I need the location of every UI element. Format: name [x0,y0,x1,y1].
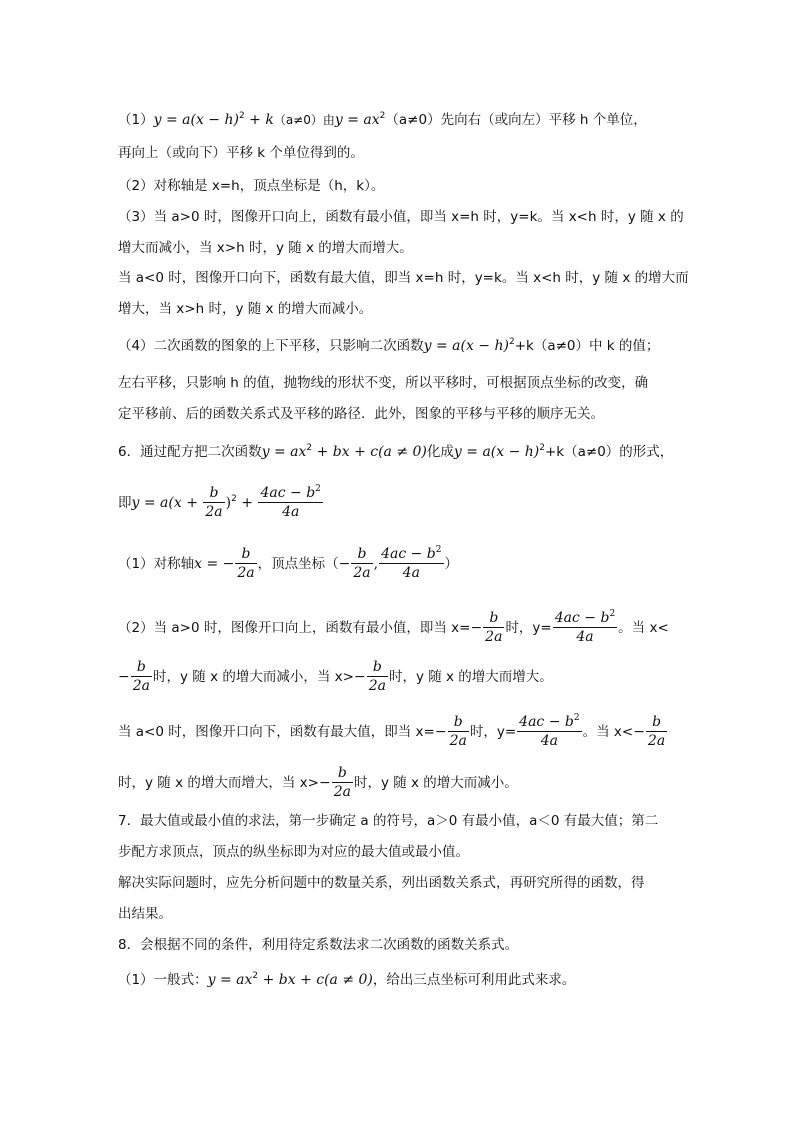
text: （1） [118,112,154,128]
text-line [118,764,678,802]
num-text: 4ac − b [554,610,610,626]
minus: − [338,556,351,572]
item-4-2: （2）对称轴是 x=h，顶点坐标是（h，k）。 [118,178,385,194]
formula-plus-k: + k [244,112,274,128]
formula-vertex-form: y = a(x − h) [153,112,239,128]
exponent: 2 [315,484,321,494]
exponent: 2 [306,443,313,453]
text: 。当 x< [582,724,634,740]
formula-general-rest: + bx + c(a ≠ 0) [258,972,373,988]
denominator: 4a [540,733,559,749]
text-line: 解决实际问题时，应先分析问题中的数量关系，列出函数关系式，再研究所得的函数，得 [118,875,645,891]
text-line: 步配方求顶点，顶点的纵坐标即为对应的最大值或最小值。 [118,844,469,860]
fraction [203,485,224,521]
text: +k（a≠0）中 k 的值； [514,338,660,354]
item-6-2 [118,609,678,647]
text: （a≠0）先向右（或向左）平移 h 个单位， [385,112,647,128]
section-6-heading [118,442,678,462]
denominator: 4a [282,504,300,520]
formula-general-rest: + bx + c(a ≠ 0) [312,444,427,460]
text-line: 左右平移，只影响 h 的值，抛物线的形状不变，所以平移时，可根据顶点坐标的改变，确 [118,375,649,391]
numerator [553,610,617,628]
item-4-1 [118,110,678,130]
numerator: b [448,714,469,732]
text: 6．通过配方把二次函数 [118,444,262,460]
text: 即 [118,495,132,511]
text: 时，y 随 x 的增大而增大。 [388,669,553,685]
text-line: 当 a<0 时，图像开口向下，函数有最大值，即当 x=h 时，y=k。当 x<h 时，y 随 x 的增大而 [118,270,689,286]
section-7: 7．最大值或最小值的求法，第一步确定 a 的符号，a＞0 有最小值，a＜0 有最大值；第二 [118,813,659,829]
numerator: b [203,485,224,503]
exponent: 2 [573,713,580,723]
text-line: 增大，当 x>h 时，y 随 x 的增大而减小。 [118,301,373,317]
comma: , [373,556,379,572]
minus: − [318,775,331,791]
text-line [118,713,678,751]
paren: ) [225,495,232,511]
denominator: 2a [132,678,150,694]
numerator [258,485,322,503]
item-8-1 [118,970,678,990]
numerator: b [646,714,667,732]
numerator: b [351,546,372,564]
text: （4）二次函数的图象的上下平移，只影响二次函数 [118,338,424,354]
numerator [517,714,581,732]
fraction [332,765,353,801]
text: 化成 [426,444,454,460]
text: 时，y= [469,724,517,740]
text: 。当 x< [618,620,669,636]
exponent: 2 [435,545,442,555]
item-6-1 [118,545,678,583]
fraction [351,546,372,582]
text: （2）当 a>0 时，图像开口向上，函数有最小值，即当 x= [118,620,471,636]
text: （a≠0）由 [273,113,335,127]
numerator: b [367,659,388,677]
exponent: 2 [231,494,237,504]
section-8: 8．会根据不同的条件，利用待定系数法求二次函数的函数关系式。 [118,937,519,953]
exponent: 2 [508,337,515,347]
denominator: 2a [353,565,371,581]
numerator: b [483,610,504,628]
plus: + [236,495,258,511]
fraction [483,610,504,646]
denominator: 2a [205,504,223,520]
text-line: 增大而减小，当 x>h 时，y 随 x 的增大而增大。 [118,240,413,256]
text: 当 a<0 时，图像开口向下，函数有最大值，即当 x= [118,724,435,740]
text: ） [444,556,458,572]
formula-basic: y = ax [334,112,380,128]
minus: − [470,620,483,636]
minus: − [118,669,130,685]
minus: − [353,669,366,685]
exponent: 2 [609,609,616,619]
exponent: 2 [379,111,386,121]
numerator [379,546,443,564]
formula-part: y = a(x + [131,495,203,511]
fraction [517,714,581,750]
formula-vertex-form: y = a(x − h) [423,338,509,354]
denominator: 2a [237,565,255,581]
fraction [367,659,388,695]
completed-square-formula [118,484,678,522]
text: ，顶点坐标（ [257,556,339,572]
denominator: 4a [402,565,420,581]
formula-general: y = ax [261,444,307,460]
denominator: 2a [368,678,386,694]
denominator: 2a [485,629,503,645]
numerator: b [332,765,353,783]
fraction [235,546,256,582]
text: 时，y 随 x 的增大而减小。 [353,775,518,791]
num-text: 4ac − b [381,546,436,562]
text: ，给出三点坐标可利用此式来求。 [372,972,576,988]
denominator: 2a [647,733,666,749]
exponent: 2 [238,111,245,121]
item-4-3: （3）当 a>0 时，图像开口向上，函数有最小值，即当 x=h 时，y=k。当 x<h 时，y 随 x 的 [118,209,684,225]
text-line [118,658,678,696]
exponent: 2 [252,971,259,981]
num-text: 4ac − b [260,485,316,501]
denominator: 2a [449,733,467,749]
text: +k（a≠0）的形式， [545,444,674,460]
text: （1）对称轴 [118,556,195,572]
formula-general: y = ax [207,972,253,988]
fraction [646,714,667,750]
text: （1）一般式： [118,972,208,988]
fraction [448,714,469,750]
minus: − [633,724,645,740]
formula-part: x = − [194,556,235,572]
text-line: 定平移前、后的函数关系式及平移的路径．此外，图象的平移与平移的顺序无关。 [118,406,604,422]
text-line: 出结果。 [118,906,172,922]
denominator: 2a [333,784,351,800]
text-line: 再向上（或向下）平移 k 个单位得到的。 [118,145,364,161]
fraction [379,546,443,582]
text: 时，y 随 x 的增大而增大，当 x> [118,775,319,791]
formula-vertex-form: y = a(x − h) [453,444,540,460]
fraction [553,610,617,646]
denominator: 4a [576,629,594,645]
text: 时，y= [505,620,552,636]
minus: − [434,724,447,740]
text: 时，y 随 x 的增大而减小，当 x> [153,669,354,685]
num-text: 4ac − b [519,714,574,730]
fraction [258,485,322,521]
numerator: b [235,546,256,564]
item-4-4 [118,336,678,356]
numerator: b [131,659,152,677]
exponent: 2 [539,443,545,453]
fraction [131,659,152,695]
